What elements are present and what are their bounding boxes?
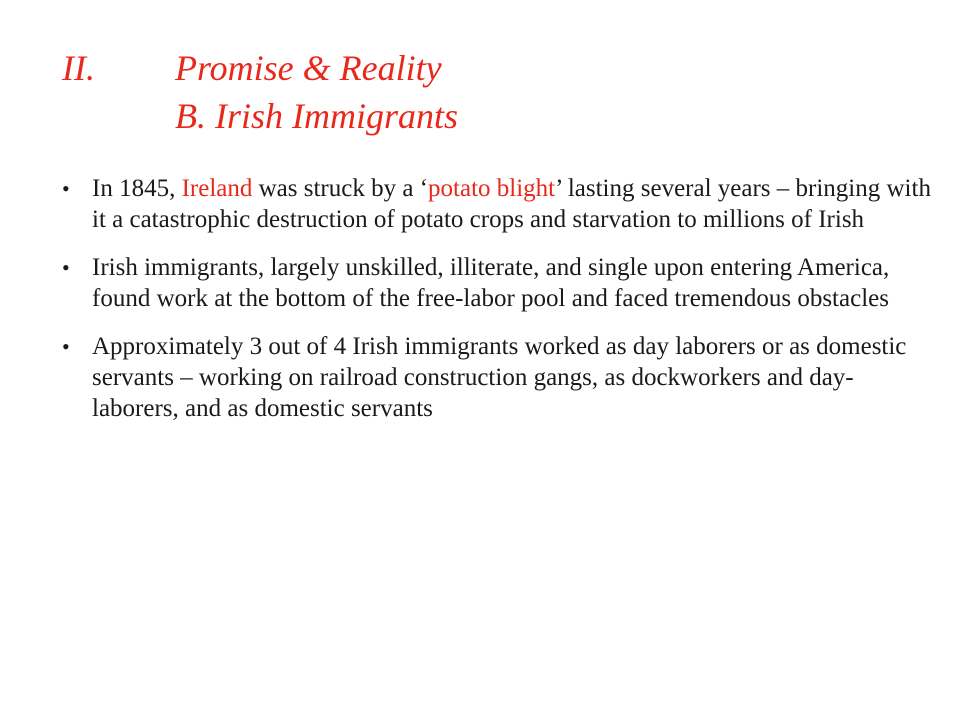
title-line-1: [62, 44, 922, 92]
bullet-text: Irish immigrants, largely unskilled, illiterate, and single upon entering America, found work at the bottom of the free-labor pool and faced tremendous obstacles: [92, 254, 890, 312]
title-subsection-text: B. Irish Immigrants: [175, 96, 459, 136]
bullet-list: [62, 173, 932, 441]
bullet-marker-icon: •: [62, 255, 70, 280]
bullet-item: [62, 252, 932, 314]
bullet-marker-icon: •: [62, 334, 70, 359]
bullet-marker-icon: •: [62, 176, 70, 201]
bullet-item: [62, 331, 932, 424]
bullet-text: Approximately 3 out of 4 Irish immigrants worked as day laborers or as domestic servants – working on railroad construction gangs, as dockworkers and day-laborers, and as domestic servants: [92, 333, 907, 422]
bullet-item: [62, 173, 932, 235]
title-line-2: [62, 92, 922, 140]
highlight-ireland: Ireland: [181, 175, 253, 202]
title-section-number: II.: [62, 48, 95, 88]
title-section-text: Promise & Reality: [175, 48, 442, 88]
bullet-text-segment: In 1845,: [92, 175, 182, 202]
slide-title: [62, 44, 922, 140]
bullet-text-segment: was struck by a ‘: [252, 175, 429, 202]
bullet-text: [92, 175, 931, 233]
bullet-text-segment: ’ lasting several years – bringing with it a catastrophic destruction of potato crops and starvation to millions of Irish: [92, 175, 931, 233]
highlight-potato-blight: potato blight: [428, 175, 556, 202]
